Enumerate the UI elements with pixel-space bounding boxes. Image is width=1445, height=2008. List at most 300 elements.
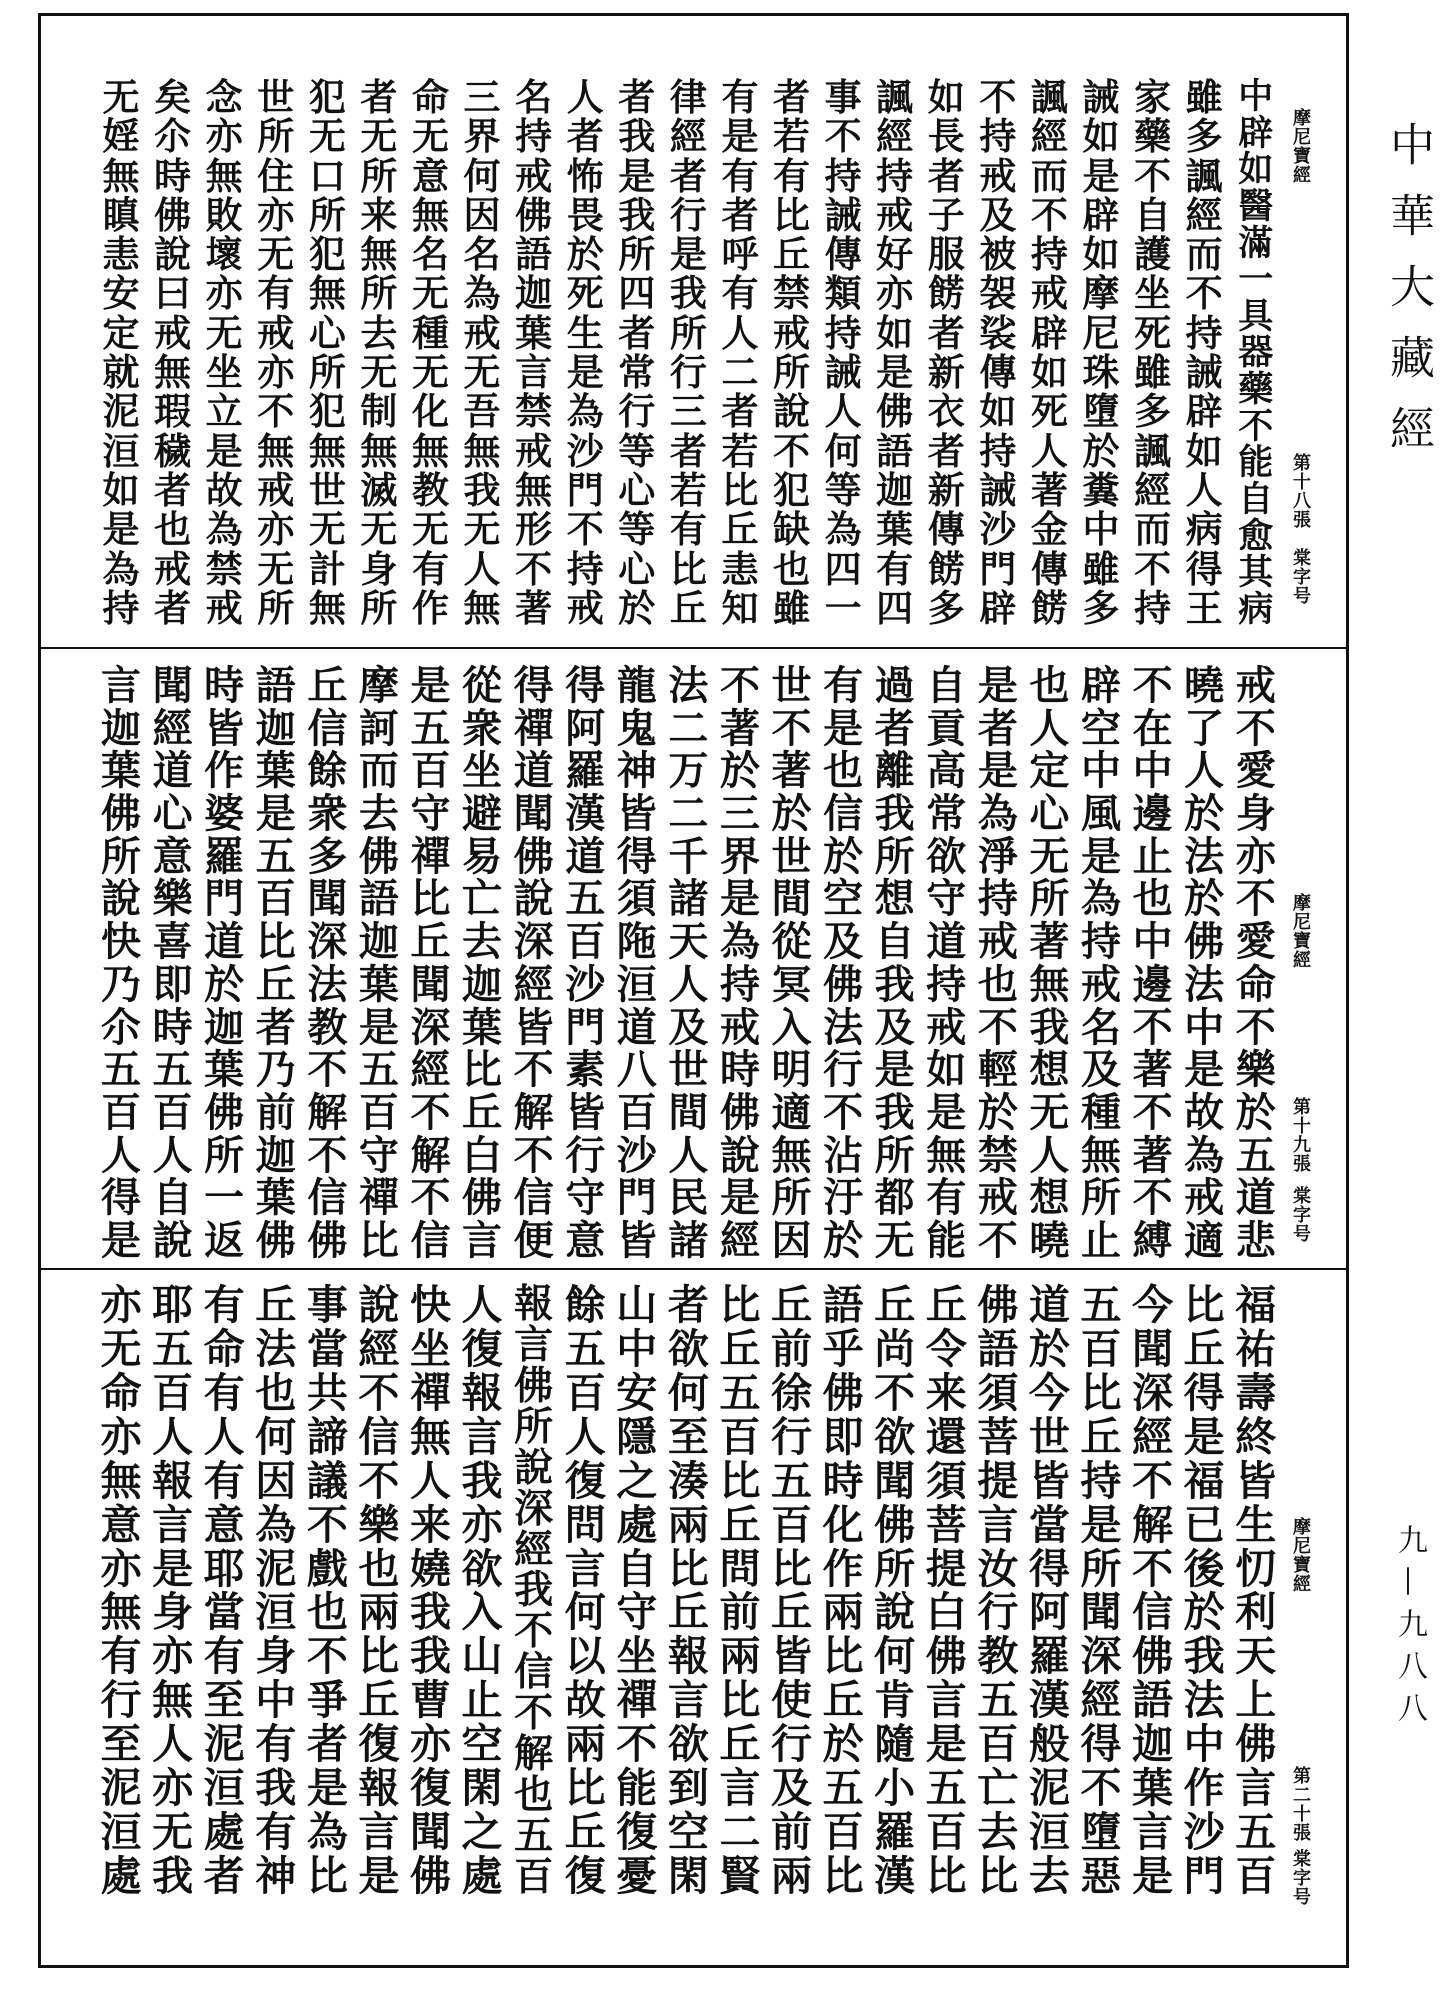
glyph: 我	[669, 271, 707, 316]
glyph: 如	[1082, 114, 1120, 159]
glyph: 報	[358, 1764, 400, 1813]
glyph: 是	[410, 662, 451, 709]
glyph: 邊	[1132, 960, 1173, 1008]
glyph: 無	[205, 153, 243, 198]
glyph: 去	[977, 1808, 1019, 1857]
glyph: 言	[564, 1544, 606, 1593]
glyph: 時	[204, 662, 245, 709]
glyph: 戒	[205, 585, 243, 630]
glyph: 戒	[977, 1174, 1018, 1222]
glyph: 得	[101, 1174, 141, 1222]
glyph: 信	[1132, 1588, 1174, 1637]
glyph: 持	[979, 114, 1017, 159]
glyph: 為	[977, 790, 1018, 838]
glyph: 無	[308, 428, 346, 473]
glyph: 禪	[409, 1368, 451, 1417]
text-column	[612, 75, 662, 630]
glyph: 耶	[203, 1544, 245, 1593]
glyph: 犯	[773, 467, 811, 512]
glyph: 經	[514, 1526, 554, 1573]
glyph: 比	[255, 918, 296, 966]
glyph: 傳	[979, 350, 1017, 395]
glyph: 及	[668, 1003, 709, 1051]
glyph: 雖	[773, 585, 811, 630]
glyph: 止	[1080, 1216, 1121, 1264]
glyph: 比	[822, 1632, 864, 1681]
glyph: 具	[1238, 295, 1274, 337]
glyph: 種	[1080, 1088, 1121, 1136]
glyph: 適	[1184, 1216, 1225, 1264]
text-column	[715, 1281, 765, 1900]
glyph: 餘	[307, 747, 348, 795]
text-column	[1128, 1281, 1178, 1900]
glyph: 有	[411, 546, 449, 591]
glyph: 是	[1132, 1851, 1174, 1900]
glyph: 佛	[101, 790, 141, 838]
glyph: 入	[461, 1588, 503, 1637]
glyph: 界	[719, 832, 760, 880]
text-column	[199, 75, 249, 630]
glyph: 間	[771, 875, 812, 923]
glyph: 所	[773, 350, 811, 395]
glyph: 兩	[822, 1588, 864, 1637]
glyph: 亦	[257, 192, 295, 237]
glyph: 多	[1082, 585, 1120, 630]
glyph: 忉	[1235, 1544, 1277, 1593]
glyph: 人	[1030, 428, 1068, 473]
glyph: 泥	[203, 1720, 245, 1769]
glyph: 聞	[1080, 1588, 1122, 1637]
glyph: 行	[771, 1720, 813, 1769]
glyph: 迦	[358, 918, 399, 966]
glyph: 餝	[927, 271, 965, 316]
text-column	[973, 75, 1023, 630]
glyph: 戒	[566, 585, 604, 630]
glyph: 經	[1132, 1412, 1174, 1461]
glyph: 人	[152, 1720, 194, 1769]
glyph: 三	[669, 389, 707, 434]
glyph: 无	[411, 271, 449, 316]
glyph: 者	[927, 428, 965, 473]
panel-divider	[38, 1268, 1349, 1270]
glyph: 欲	[926, 832, 967, 880]
text-column	[560, 662, 610, 1264]
glyph: 不	[515, 546, 553, 591]
glyph: 生	[1235, 1500, 1277, 1549]
glyph: 五	[565, 875, 606, 923]
glyph: 民	[668, 1174, 709, 1222]
glyph: 五	[410, 704, 451, 752]
glyph: 言	[462, 1216, 503, 1264]
glyph: 佛	[874, 1500, 916, 1549]
glyph: 行	[977, 1588, 1019, 1637]
glyph: 洹	[616, 960, 657, 1008]
glyph: 及	[979, 192, 1017, 237]
glyph: 丘	[358, 1676, 400, 1725]
glyph: 者	[874, 704, 915, 752]
glyph: 比	[977, 1851, 1019, 1900]
glyph: 有	[926, 1174, 967, 1222]
glyph: 今	[1132, 1281, 1174, 1329]
glyph: 家	[1134, 75, 1172, 119]
glyph: 阿	[565, 704, 606, 752]
glyph: 禪	[513, 704, 554, 752]
glyph: 禪	[616, 1676, 658, 1725]
glyph: 不	[1235, 1003, 1276, 1051]
glyph: 皆	[616, 1216, 657, 1264]
glyph: 皆	[204, 704, 245, 752]
glyph: 有	[100, 1632, 142, 1681]
glyph: 菩	[925, 1500, 967, 1549]
glyph: 也	[977, 960, 1018, 1008]
glyph: 缺	[773, 507, 811, 552]
glyph: 深	[307, 918, 348, 966]
glyph: 得	[616, 832, 657, 880]
glyph: 名	[463, 232, 501, 277]
glyph: 於	[204, 960, 245, 1008]
glyph: 於	[771, 790, 812, 838]
glyph: 是	[102, 507, 140, 552]
glyph: 是	[205, 428, 243, 473]
glyph: 葉	[204, 1046, 245, 1094]
glyph: 中	[616, 1324, 658, 1373]
glyph: 戒	[463, 310, 501, 355]
glyph: 丘	[1183, 1324, 1225, 1373]
glyph: 也	[1029, 662, 1070, 709]
glyph: 新	[927, 350, 965, 395]
text-column	[1024, 662, 1074, 1264]
glyph: 語	[515, 232, 553, 277]
glyph: 前	[719, 1588, 761, 1637]
glyph: 持	[1080, 1456, 1122, 1505]
glyph: 為	[463, 271, 501, 316]
glyph: 說	[154, 232, 192, 277]
glyph: 敗	[205, 192, 243, 237]
glyph: 皆	[513, 1003, 554, 1051]
glyph: 尚	[874, 1324, 916, 1373]
glyph: 言	[152, 1500, 194, 1549]
glyph: 泥	[1028, 1764, 1070, 1813]
glyph: 欲	[874, 1412, 916, 1461]
text-column	[354, 75, 404, 630]
glyph: 貢	[926, 704, 967, 752]
glyph: 比	[773, 192, 811, 237]
glyph: 深	[514, 1485, 554, 1532]
glyph: 事	[824, 75, 862, 119]
glyph: 人	[463, 546, 501, 591]
glyph: 佛	[409, 1851, 451, 1900]
glyph: 前	[255, 1088, 296, 1136]
glyph: 無	[411, 428, 449, 473]
glyph: 丘	[874, 1281, 916, 1329]
glyph: 不	[358, 1456, 400, 1505]
glyph: 立	[205, 389, 243, 434]
glyph: 藥	[1134, 114, 1172, 159]
glyph: 比	[771, 1544, 813, 1593]
glyph: 迦	[515, 271, 553, 316]
glyph: 心	[618, 546, 656, 591]
glyph: 比	[358, 1216, 399, 1264]
glyph: 亡	[462, 875, 503, 923]
glyph: 比	[462, 1046, 503, 1094]
glyph: 我	[409, 1632, 451, 1681]
glyph: 問	[719, 1544, 761, 1593]
glyph: 是	[152, 1544, 194, 1593]
glyph: 雖	[1185, 75, 1223, 119]
glyph: 餝	[927, 546, 965, 591]
glyph: 亦	[152, 1632, 194, 1681]
glyph: 諸	[668, 1216, 709, 1264]
glyph: 長	[927, 114, 965, 159]
glyph: 惡	[1080, 1851, 1122, 1900]
glyph: 子	[927, 192, 965, 237]
glyph: 百	[925, 1808, 967, 1857]
glyph: 傳	[824, 232, 862, 277]
glyph: 口	[308, 153, 346, 198]
text-column	[251, 662, 301, 1264]
glyph: 曉	[1184, 662, 1225, 709]
glyph: 百	[358, 1088, 399, 1136]
glyph: 人	[101, 1131, 141, 1179]
glyph: 復	[564, 1851, 606, 1900]
glyph: 羅	[204, 832, 245, 880]
glyph: 四	[824, 546, 862, 591]
glyph: 是	[874, 1046, 915, 1094]
text-column	[973, 1281, 1023, 1900]
glyph: 丘	[255, 960, 296, 1008]
glyph: 諸	[668, 875, 709, 923]
glyph: 何	[564, 1588, 606, 1637]
glyph: 有	[255, 1808, 297, 1857]
glyph: 爭	[306, 1676, 348, 1725]
glyph: 三	[719, 790, 760, 838]
glyph: 无	[257, 546, 295, 591]
glyph: 曰	[154, 271, 192, 316]
glyph: 而	[1185, 232, 1223, 277]
glyph: 於	[1235, 1088, 1276, 1136]
glyph: 諷	[1134, 428, 1172, 473]
glyph: 神	[616, 747, 657, 795]
glyph: 辟	[979, 585, 1017, 630]
glyph: 者	[154, 585, 192, 630]
glyph: 著	[1132, 1046, 1173, 1094]
glyph: 經	[719, 1216, 760, 1264]
glyph: 誡	[1185, 350, 1223, 395]
glyph: 百	[101, 1088, 141, 1136]
glyph: 佛	[1235, 1720, 1277, 1769]
glyph: 守	[410, 790, 451, 838]
glyph: 我	[874, 960, 915, 1008]
glyph: 无	[411, 114, 449, 159]
glyph: 婬	[102, 114, 140, 159]
glyph: 白	[462, 1131, 503, 1179]
glyph: 曹	[409, 1676, 451, 1725]
glyph: 還	[925, 1412, 967, 1461]
glyph: 比	[1183, 1281, 1225, 1329]
glyph: 安	[102, 271, 140, 316]
glyph: 戒	[257, 310, 295, 355]
glyph: 洹	[102, 428, 140, 473]
glyph: 所	[1080, 1544, 1122, 1593]
glyph: 者	[721, 389, 759, 434]
glyph: 是	[358, 1851, 400, 1900]
glyph: 去	[462, 918, 503, 966]
glyph: 空	[667, 1808, 709, 1857]
glyph: 五	[255, 832, 296, 880]
glyph: 行	[669, 350, 707, 395]
glyph: 至	[203, 1676, 245, 1725]
glyph: 戒	[1080, 960, 1121, 1008]
glyph: 有	[669, 507, 707, 552]
glyph: 律	[669, 75, 707, 119]
text-column	[1076, 75, 1126, 630]
glyph: 死	[1030, 389, 1068, 434]
glyph: 我	[874, 790, 915, 838]
glyph: 人	[824, 389, 862, 434]
glyph: 二	[668, 790, 709, 838]
glyph: 戒	[979, 153, 1017, 198]
glyph: 法	[823, 1003, 864, 1051]
glyph: 葉	[1132, 1764, 1174, 1813]
glyph: 無	[154, 350, 192, 395]
glyph: 言	[461, 1412, 503, 1461]
glyph: 比	[1080, 1368, 1122, 1417]
glyph: 其	[1238, 552, 1274, 594]
glyph: 界	[463, 114, 501, 159]
glyph: 我	[618, 192, 656, 237]
text-panel-2	[96, 662, 1281, 1264]
glyph: 禁	[205, 546, 243, 591]
glyph: 葉	[358, 960, 399, 1008]
glyph: 雖	[1134, 350, 1172, 395]
glyph: 無	[308, 585, 346, 630]
glyph: 為	[1184, 1131, 1225, 1179]
glyph: 語	[876, 428, 914, 473]
glyph: 念	[205, 75, 243, 119]
glyph: 者	[360, 75, 398, 119]
glyph: 我	[463, 467, 501, 512]
glyph: 就	[102, 350, 140, 395]
glyph: 處	[616, 1500, 658, 1549]
glyph: 亦	[876, 271, 914, 316]
glyph: 者	[669, 428, 707, 473]
glyph: 兩	[564, 1720, 606, 1769]
glyph: 者	[927, 310, 965, 355]
glyph: 於	[1183, 1588, 1225, 1637]
text-column	[509, 75, 559, 630]
text-column	[560, 1281, 610, 1900]
glyph: 聞	[513, 790, 554, 838]
glyph: 名	[411, 232, 449, 277]
glyph: 為	[102, 546, 140, 591]
glyph: 當	[1028, 1500, 1070, 1549]
glyph: 辟	[1238, 112, 1274, 154]
glyph: 中	[1183, 1720, 1225, 1769]
glyph: 万	[668, 747, 709, 795]
glyph: 亦	[100, 1412, 142, 1461]
glyph: 為	[205, 507, 243, 552]
glyph: 愛	[1235, 747, 1276, 795]
glyph: 羅	[565, 747, 606, 795]
glyph: 世	[1028, 1412, 1070, 1461]
glyph: 好	[876, 232, 914, 277]
glyph: 身	[360, 546, 398, 591]
glyph: 間	[668, 1088, 709, 1136]
glyph: 著	[515, 585, 553, 630]
glyph: 泥	[100, 1764, 142, 1813]
glyph: 佛	[1184, 918, 1225, 966]
glyph: 不	[824, 114, 862, 159]
glyph: 佛	[514, 1362, 554, 1409]
glyph: 人	[1185, 467, 1223, 512]
glyph: 身	[255, 1632, 297, 1681]
glyph: 是	[1183, 1412, 1225, 1461]
glyph: 意	[203, 1500, 245, 1549]
glyph: 戒	[876, 192, 914, 237]
glyph: 服	[927, 232, 965, 277]
glyph: 葉	[255, 747, 296, 795]
glyph: 著	[1029, 918, 1070, 966]
glyph: 無	[409, 1412, 451, 1461]
glyph: 洹	[1028, 1808, 1070, 1857]
glyph: 佛	[358, 832, 399, 880]
glyph: 犯	[308, 75, 346, 119]
glyph: 說	[101, 875, 141, 923]
glyph: 白	[925, 1588, 967, 1637]
text-column	[1231, 662, 1281, 1264]
glyph: 兩	[667, 1500, 709, 1549]
glyph: 言	[977, 1500, 1019, 1549]
glyph: 有	[257, 271, 295, 316]
glyph: 常	[926, 790, 967, 838]
glyph: 无	[100, 1324, 142, 1373]
glyph: 五	[152, 1046, 193, 1094]
glyph: 也	[255, 1368, 297, 1417]
glyph: 計	[308, 546, 346, 591]
glyph: 神	[255, 1851, 297, 1900]
page-number: 九—九八八	[1392, 1524, 1427, 1734]
glyph: 佛	[719, 1088, 760, 1136]
text-column	[870, 75, 920, 630]
glyph: 因	[255, 1456, 297, 1505]
glyph: 即	[152, 960, 193, 1008]
glyph: 名	[1080, 1003, 1121, 1051]
glyph: 葉	[101, 747, 141, 795]
glyph: 信	[358, 1412, 400, 1461]
glyph: 持	[1185, 310, 1223, 355]
glyph: 無	[463, 585, 501, 630]
glyph: 婆	[204, 790, 245, 838]
glyph: 門	[566, 467, 604, 512]
glyph: 佛	[822, 1368, 864, 1417]
glyph: 阿	[1028, 1588, 1070, 1637]
glyph: 世	[771, 662, 812, 709]
glyph: 不	[307, 1131, 348, 1179]
glyph: 死	[566, 271, 604, 316]
glyph: 者	[773, 75, 811, 119]
glyph: 去	[358, 790, 399, 838]
glyph: 摩	[358, 662, 399, 709]
text-column	[302, 75, 352, 630]
glyph: 是	[721, 114, 759, 159]
glyph: 福	[1235, 1281, 1277, 1329]
glyph: 淨	[977, 832, 1018, 880]
glyph: 因	[771, 1216, 812, 1264]
glyph: 辟	[1185, 389, 1223, 434]
glyph: 不	[977, 1216, 1018, 1264]
glyph: 洹	[100, 1808, 142, 1857]
glyph: 器	[1238, 332, 1274, 374]
